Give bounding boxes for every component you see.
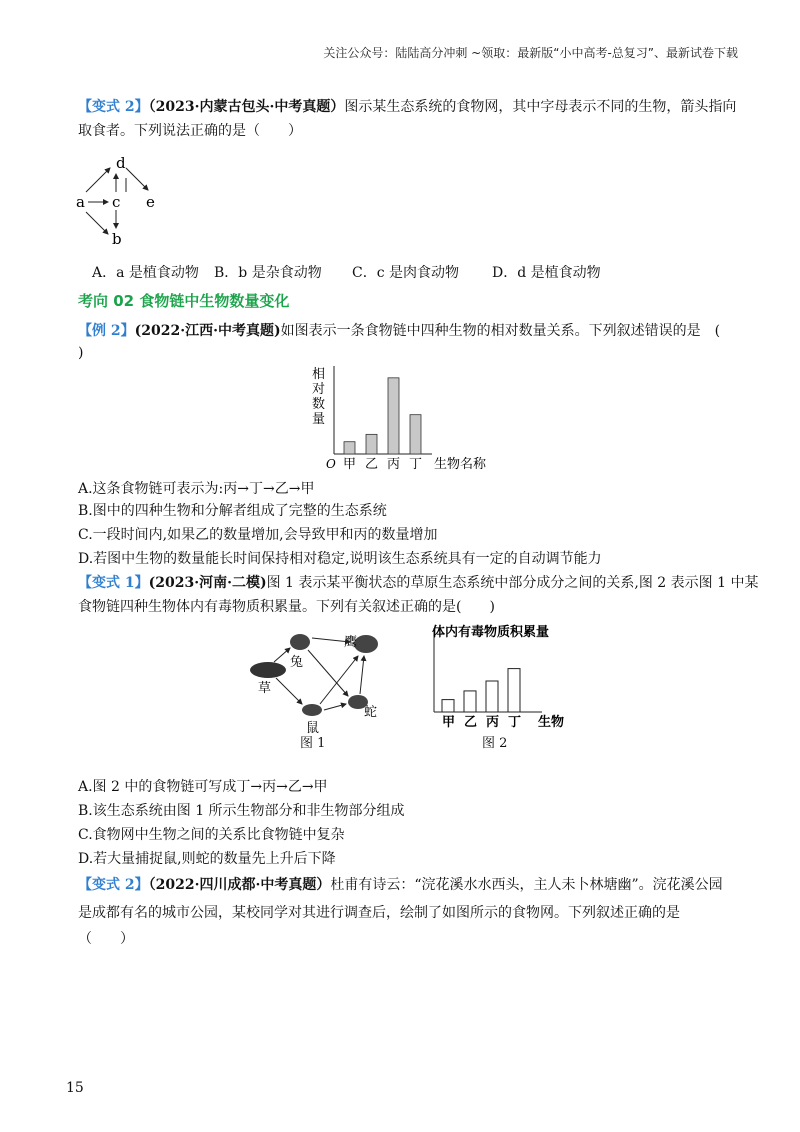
arrow-d-e (126, 168, 148, 190)
q2-option-b: B.图中的四种生物和分解者组成了完整的生态系统 (78, 503, 387, 519)
x-tick-label: 甲 (343, 457, 357, 472)
page-number: 15 (66, 1080, 84, 1096)
label-snake: 蛇 (364, 705, 378, 720)
q3-option-b: B.该生态系统由图 1 所示生物部分和非生物部分组成 (78, 803, 405, 819)
q4-source: （2022·四川成都·中考真题） (148, 877, 331, 893)
bar-丙 (486, 681, 498, 712)
q1-tag: 【变式 2】 (78, 99, 149, 115)
q1-stem-line1 (78, 96, 737, 118)
arrow-a-b (86, 212, 108, 234)
x-tick-label: 丁 (409, 457, 423, 472)
arrow-snake-eagle (360, 656, 364, 694)
arrow-rabbit-snake (308, 650, 348, 696)
node-a: a (76, 193, 85, 211)
page-header: 关注公众号：陆陆高分冲刺 ~领取：最新版“小中高考-总复习”、最新试卷下载 (323, 46, 738, 60)
q3-stem-line2: 食物链四种生物体内有毒物质积累量。下列有关叙述正确的是( ) (78, 599, 495, 615)
x-tick-label: 甲 (442, 715, 456, 730)
q2-option-c: C.一段时间内,如果乙的数量增加,会导致甲和丙的数量增加 (78, 527, 438, 543)
q4-stem-line2: 是成都有名的城市公园，某校同学对其进行调查后，绘制了如图所示的食物网。下列叙述正确的是 (78, 905, 680, 921)
q4-stem: 杜甫有诗云：“浣花溪水水西头，主人未卜林塘幽”。浣花溪公园 (330, 877, 723, 893)
rabbit-picture (290, 634, 310, 650)
q4-stem-line1 (78, 874, 728, 896)
q1-option-b: B．b 是杂食动物 (214, 265, 322, 281)
y-axis-label-char: 量 (312, 412, 326, 427)
q4-stem-line3: （ ） (78, 931, 134, 947)
mouse-picture (302, 704, 322, 716)
q3-option-a: A.图 2 中的食物链可写成丁→丙→乙→甲 (78, 779, 328, 795)
x-axis-label: 生物 (538, 715, 565, 730)
figure2-caption: 图 2 (482, 736, 508, 751)
q1-option-c: C．c 是肉食动物 (352, 265, 460, 281)
arrow-a-d (86, 168, 110, 192)
q1-option-d: D．d 是植食动物 (492, 265, 601, 281)
q3-option-c: C.食物网中生物之间的关系比食物链中复杂 (78, 827, 345, 843)
bar-乙 (464, 691, 476, 712)
relative-quantity-bar-chart (300, 362, 500, 474)
bar-乙 (366, 434, 377, 454)
q4-tag: 【变式 2】 (78, 877, 149, 893)
bar-甲 (344, 442, 355, 454)
q1-stem: 图示某生态系统的食物网，其中字母表示不同的生物，箭头指向 (344, 99, 737, 115)
bar-丁 (508, 669, 520, 712)
section-title: 考向 02 食物链中生物数量变化 (78, 292, 290, 310)
bar-甲 (442, 700, 454, 712)
grass-picture (250, 662, 286, 678)
q2-tag: 【例 2】 (78, 323, 135, 339)
arrow-grass-mouse (276, 678, 302, 704)
q3-option-d: D.若大量捕捉鼠,则蛇的数量先上升后下降 (78, 851, 336, 867)
q3-stem-line1 (78, 572, 759, 594)
q2-stem-line1 (78, 320, 728, 342)
q1-source: （2023·内蒙古包头·中考真题） (148, 99, 345, 115)
node-d: d (116, 154, 126, 172)
y-axis-label-char: 数 (312, 397, 326, 412)
q3-tag: 【变式 1】 (78, 575, 149, 591)
node-b: b (112, 230, 122, 248)
q1-option-a: A．a 是植食动物 (92, 265, 199, 281)
bar-丁 (410, 415, 421, 454)
y-axis-label-char: 相 (312, 367, 326, 382)
q2-stem: 如图表示一条食物链中四种生物的相对数量关系。下列叙述错误的是 ( (280, 323, 721, 339)
node-e: e (146, 193, 155, 211)
q2-stem-line2: ) (78, 345, 84, 361)
label-eagle: 鹰 (344, 635, 358, 650)
x-tick-label: 丙 (486, 715, 500, 730)
y-axis-label-char: 对 (312, 382, 326, 397)
q1-stem-line2: 取食者。下列说法正确的是（ ） (78, 123, 302, 139)
x-axis-label: 生物名称 (434, 457, 487, 472)
chart-title: 体内有毒物质积累量 (432, 625, 550, 640)
label-mouse: 鼠 (306, 721, 320, 736)
figure1-caption: 图 1 (300, 736, 326, 751)
q3-stem: 图 1 表示某平衡状态的草原生态系统中部分成分之间的关系,图 2 表示图 1 中某 (266, 575, 759, 591)
q2-option-a: A.这条食物链可表示为:丙→丁→乙→甲 (78, 481, 315, 497)
x-tick-label: 丙 (387, 457, 401, 472)
eagle-picture (354, 635, 378, 653)
label-rabbit: 兔 (290, 655, 304, 670)
x-tick-label: 乙 (464, 715, 478, 730)
q2-source: (2022·江西·中考真题) (134, 323, 281, 339)
toxin-accumulation-bar-chart (426, 622, 576, 730)
x-tick-label: 乙 (365, 457, 379, 472)
q2-option-d: D.若图中生物的数量能长时间保持相对稳定,说明该生态系统具有一定的自动调节能力 (78, 551, 602, 567)
q1-food-web-diagram (70, 152, 180, 252)
node-c: c (112, 193, 121, 211)
arrow-grass-rabbit (274, 648, 290, 662)
bar-丙 (388, 378, 399, 454)
y-axis-label (312, 366, 325, 427)
q3-source: (2023·河南·二模) (148, 575, 267, 591)
x-tick-label: 丁 (508, 715, 522, 730)
arrow-mouse-snake (324, 704, 346, 710)
label-grass: 草 (258, 681, 272, 696)
origin-label: O (326, 457, 336, 471)
